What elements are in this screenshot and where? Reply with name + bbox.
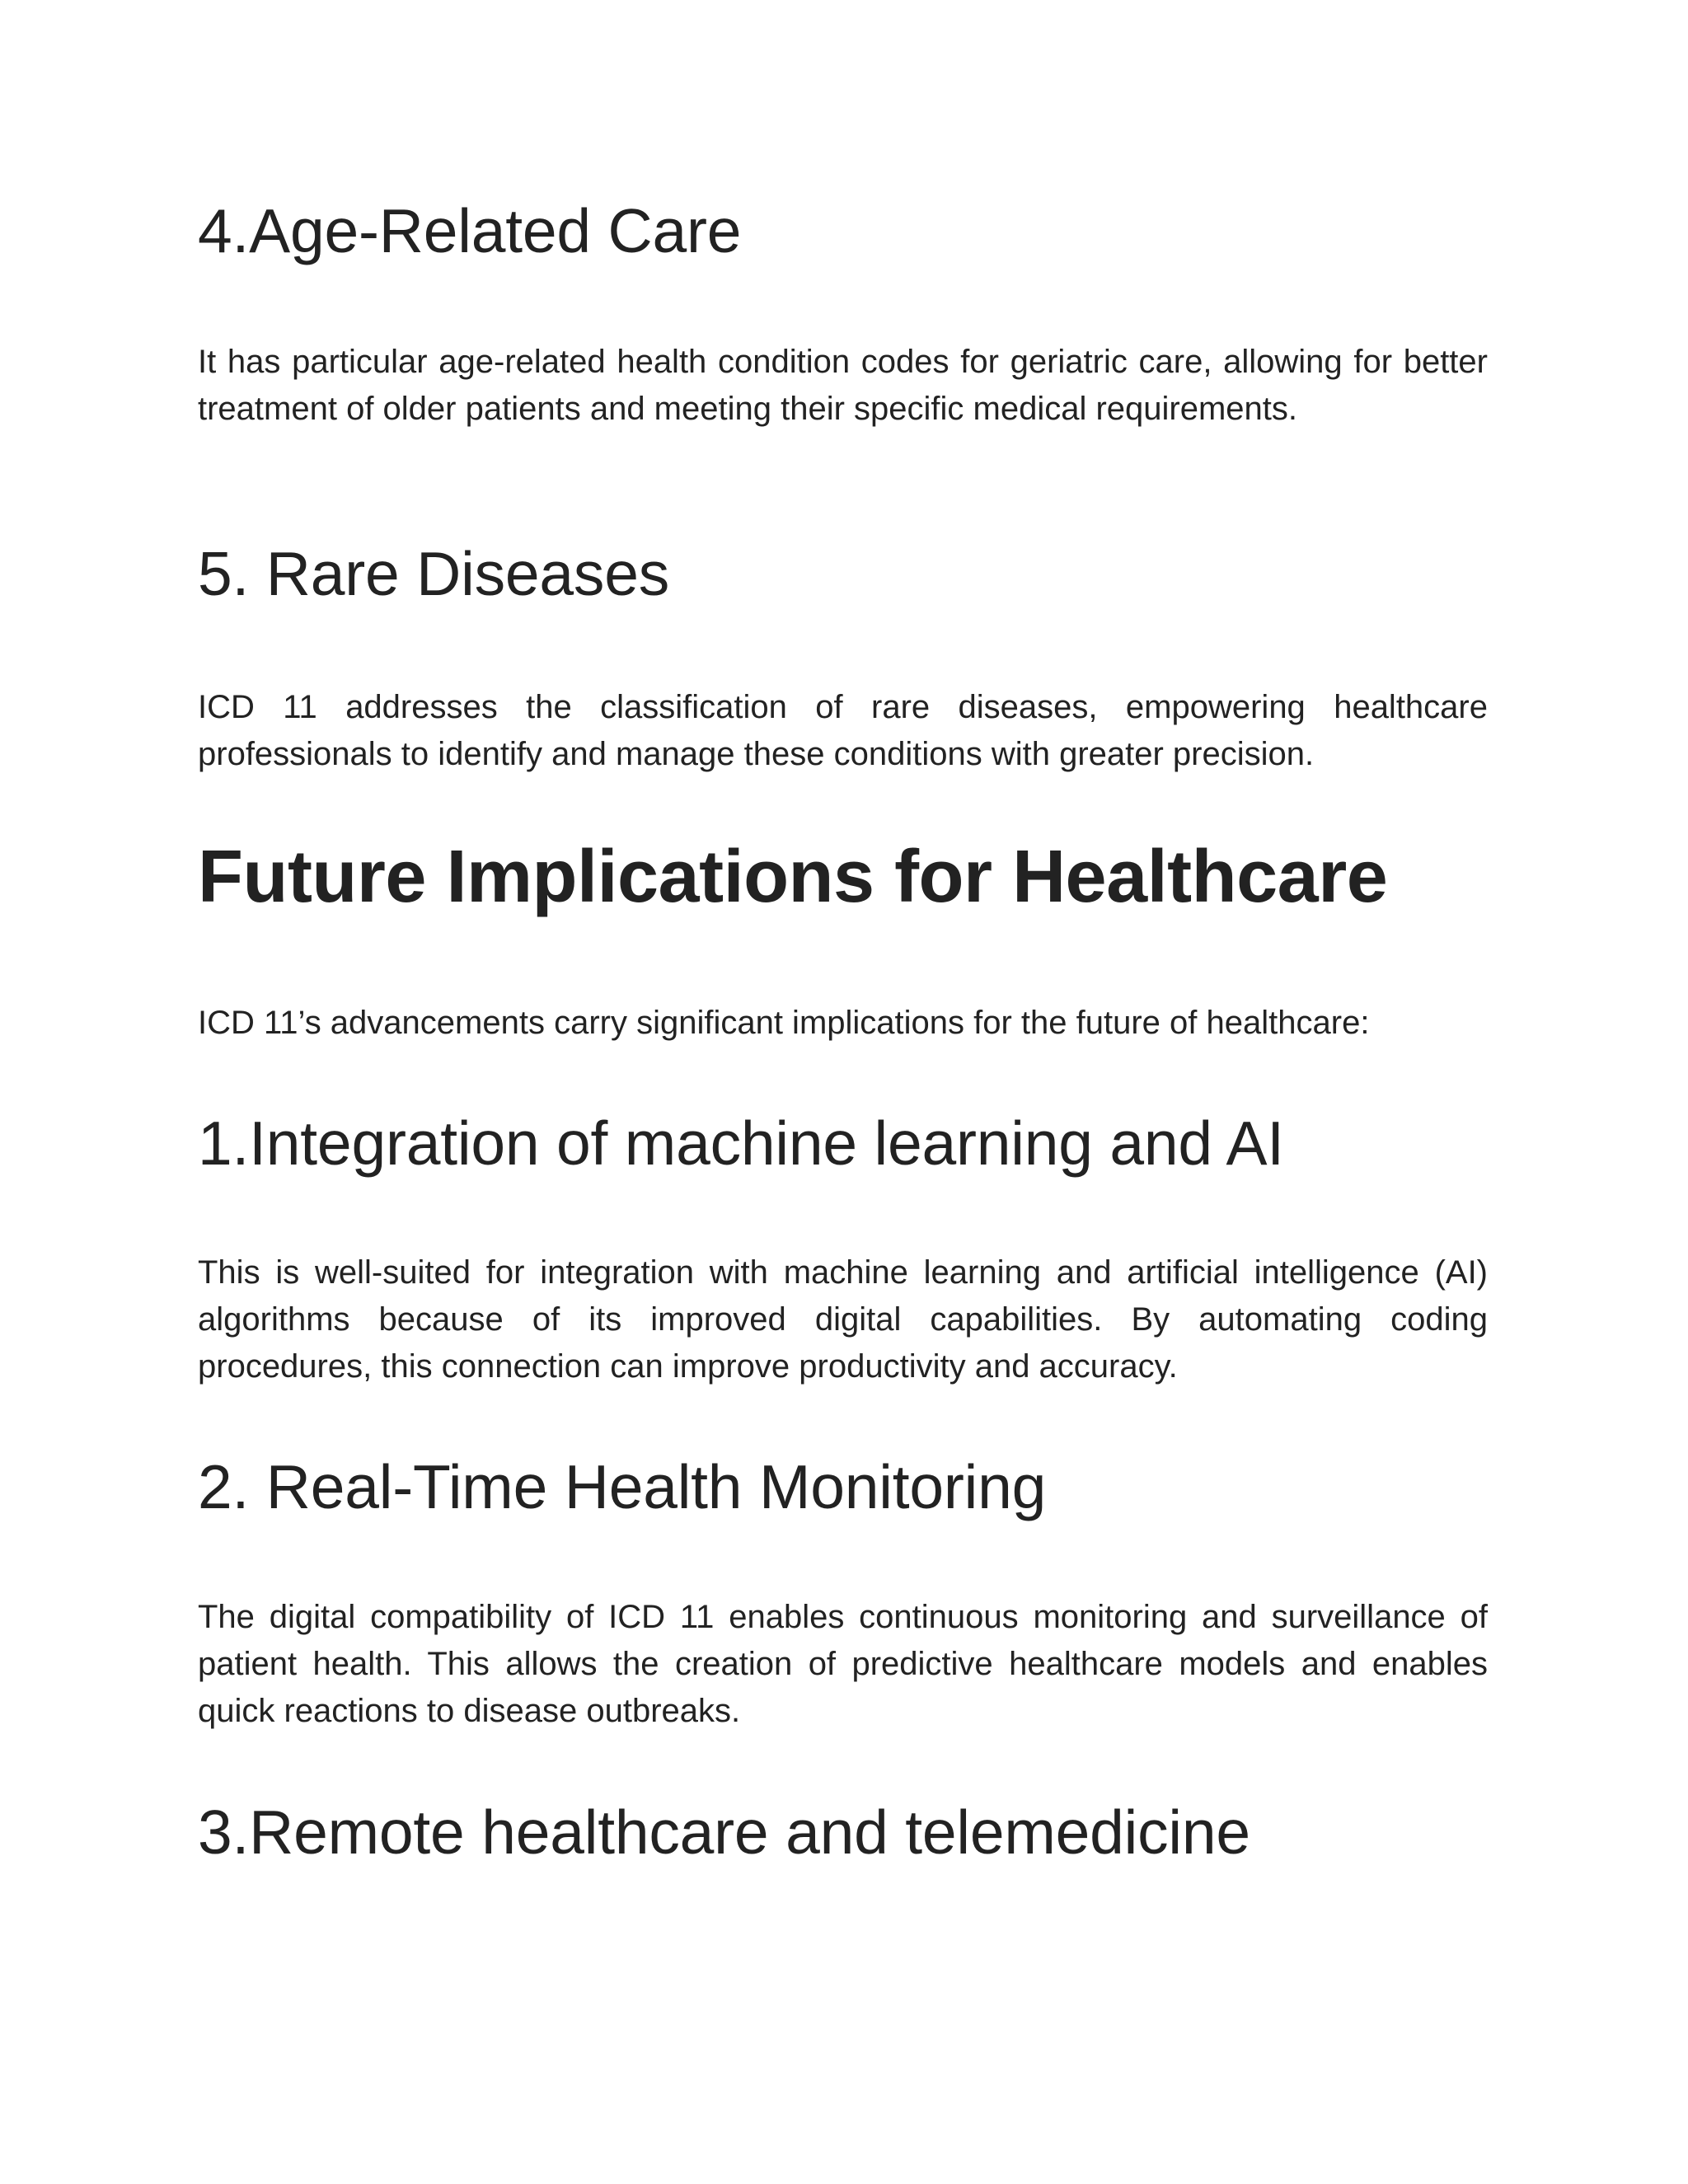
implication-paragraph-machine-learning-ai: This is well-suited for integration with machine learning and artificial intelligence (AI) algorithms because of its improved digital capabilities. By automating coding procedures, this connection can improve productivity and accuracy. bbox=[198, 1254, 1488, 1385]
implication-paragraph-real-time-monitoring: The digital compatibility of ICD 11 enables continuous monitoring and surveillance of patient health. This allows the creation of predictive healthcare models and enables quick reactions to disease outbreaks. bbox=[198, 1599, 1488, 1729]
section-paragraph-rare-diseases: ICD 11 addresses the classification of rare diseases, empowering healthcare professionals to identify and manage these conditions with greater precision. bbox=[198, 689, 1488, 772]
implication-heading-machine-learning-ai: 1.Integration of machine learning and AI bbox=[198, 1108, 1284, 1178]
section-heading-rare-diseases: 5. Rare Diseases bbox=[198, 539, 670, 608]
section-heading-age-related-care: 4.Age-Related Care bbox=[198, 196, 742, 265]
implication-heading-real-time-monitoring: 2. Real-Time Health Monitoring bbox=[198, 1452, 1047, 1521]
section-paragraph-age-related-care: It has particular age-related health condition codes for geriatric care, allowing for better treatment of older patients and meeting their specific medical requirements. bbox=[198, 344, 1488, 427]
major-heading-future-implications: Future Implications for Healthcare bbox=[198, 836, 1388, 918]
implication-heading-remote-healthcare: 3.Remote healthcare and telemedicine bbox=[198, 1797, 1250, 1867]
intro-paragraph: ICD 11’s advancements carry significant implications for the future of healthcare: bbox=[198, 1005, 1370, 1041]
